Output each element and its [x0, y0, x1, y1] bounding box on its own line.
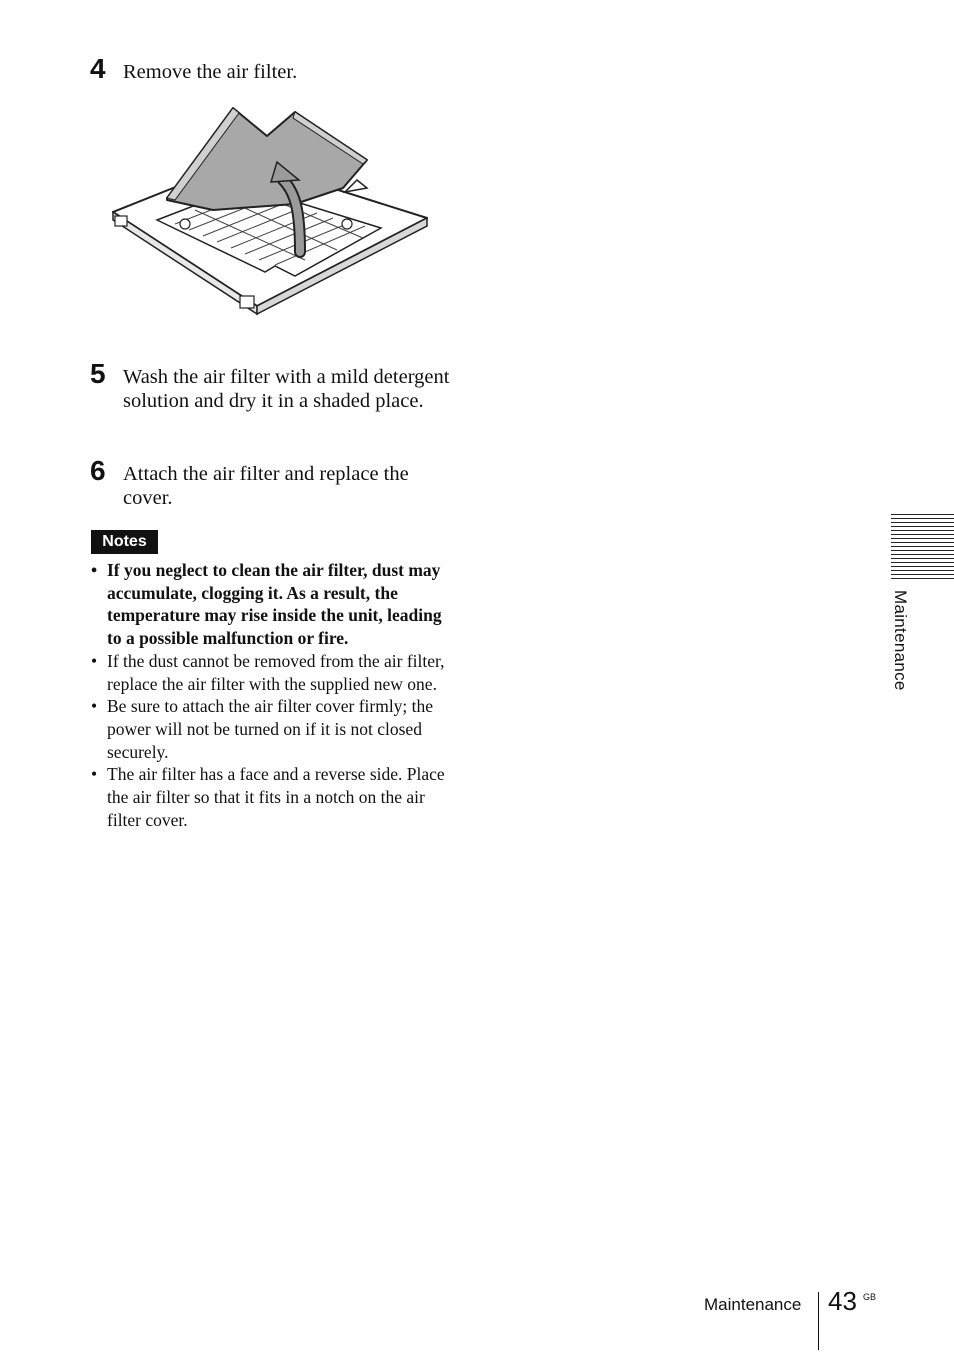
footer-section-name: Maintenance — [704, 1295, 802, 1314]
note-item: • If the dust cannot be removed from the air filter, replace the air filter with the supplied new one. — [91, 650, 456, 695]
notes-list — [91, 559, 456, 831]
page-language-suffix: GB — [863, 1292, 877, 1302]
note-item: • The air filter has a face and a reverse side. Place the air filter so that it fits in a notch on the air filter cover. — [91, 763, 456, 831]
note-item: • Be sure to attach the air filter cover firmly; the power will not be turned on if it is not closed securely. — [91, 695, 456, 763]
notes-label: Notes — [91, 530, 158, 554]
step-number: 5 — [90, 358, 106, 389]
step-text: Remove the air filter. — [123, 61, 298, 83]
step-text: Attach the air filter and replace the cover. — [123, 463, 409, 509]
section-tab-lines — [891, 514, 954, 580]
step-number: 6 — [90, 455, 106, 486]
step-text: Wash the air filter with a mild detergent solution and dry it in a shaded place. — [123, 366, 450, 412]
footer-divider — [818, 1292, 819, 1350]
air-filter-illustration — [105, 100, 435, 325]
step-number: 4 — [90, 53, 106, 84]
note-item: • If you neglect to clean the air filter, dust may accumulate, clogging it. As a result, the temperature may rise inside the unit, leading to a possible malfunction or fire. — [91, 559, 456, 650]
section-tab-label: Maintenance — [891, 590, 910, 691]
page-number: 43 — [828, 1286, 857, 1316]
